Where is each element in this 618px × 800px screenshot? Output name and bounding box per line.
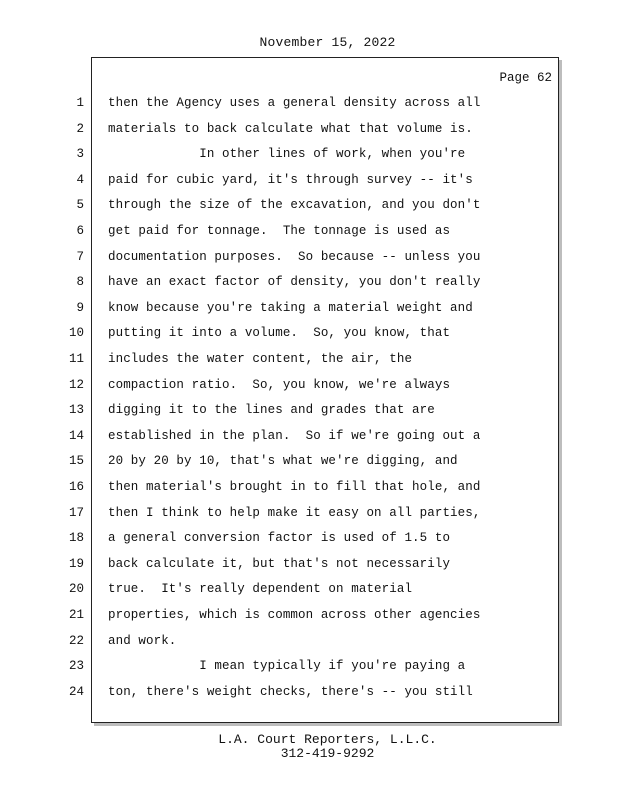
line-number: 10 <box>68 326 84 340</box>
line-text: properties, which is common across other agencies <box>108 608 481 622</box>
line-number: 2 <box>76 122 84 136</box>
line-number: 14 <box>68 429 84 443</box>
line-number: 20 <box>68 582 84 596</box>
line-number: 15 <box>68 454 84 468</box>
line-text: documentation purposes. So because -- unless you <box>108 250 481 264</box>
page-number: Page 62 <box>499 71 552 85</box>
line-number: 11 <box>68 352 84 366</box>
line-text: a general conversion factor is used of 1.5 to <box>108 531 451 545</box>
line-number: 7 <box>76 250 84 264</box>
line-text: ton, there's weight checks, there's -- you still <box>108 685 473 699</box>
line-text: then material's brought in to fill that hole, and <box>108 480 481 494</box>
line-number: 13 <box>68 403 84 417</box>
line-text: then I think to help make it easy on all parties, <box>108 506 481 520</box>
line-number: 3 <box>76 147 84 161</box>
line-number: 17 <box>68 506 84 520</box>
line-text: includes the water content, the air, the <box>108 352 413 366</box>
line-text: true. It's really dependent on material <box>108 582 413 596</box>
line-text: established in the plan. So if we're going out a <box>108 429 481 443</box>
line-text: through the size of the excavation, and you don't <box>108 198 481 212</box>
line-text: 20 by 20 by 10, that's what we're digging, and <box>108 454 458 468</box>
line-text: compaction ratio. So, you know, we're always <box>108 378 451 392</box>
line-text: and work. <box>108 634 177 648</box>
line-text: get paid for tonnage. The tonnage is used as <box>108 224 451 238</box>
line-number: 23 <box>68 659 84 673</box>
line-number: 19 <box>68 557 84 571</box>
footer <box>0 733 618 761</box>
line-text: putting it into a volume. So, you know, that <box>108 326 451 340</box>
line-number: 8 <box>76 275 84 289</box>
line-text: materials to back calculate what that volume is. <box>108 122 473 136</box>
line-text: In other lines of work, when you're <box>108 147 466 161</box>
line-text: I mean typically if you're paying a <box>108 659 466 673</box>
line-number: 18 <box>68 531 84 545</box>
line-text: paid for cubic yard, it's through survey -- it's <box>108 173 473 187</box>
line-text: back calculate it, but that's not necessarily <box>108 557 451 571</box>
footer-phone: 312-419-9292 <box>280 746 375 761</box>
line-number: 22 <box>68 634 84 648</box>
line-number: 6 <box>76 224 84 238</box>
line-number: 12 <box>68 378 84 392</box>
line-number: 1 <box>76 96 84 110</box>
line-number: 24 <box>68 685 84 699</box>
line-number: 5 <box>76 198 84 212</box>
header-date: November 15, 2022 <box>259 35 396 50</box>
line-number: 4 <box>76 173 84 187</box>
line-text: digging it to the lines and grades that are <box>108 403 435 417</box>
line-number: 21 <box>68 608 84 622</box>
line-number: 9 <box>76 301 84 315</box>
footer-company: L.A. Court Reporters, L.L.C. <box>218 732 437 747</box>
line-number: 16 <box>68 480 84 494</box>
line-text: then the Agency uses a general density across all <box>108 96 481 110</box>
line-text: know because you're taking a material weight and <box>108 301 473 315</box>
line-text: have an exact factor of density, you don't really <box>108 275 481 289</box>
